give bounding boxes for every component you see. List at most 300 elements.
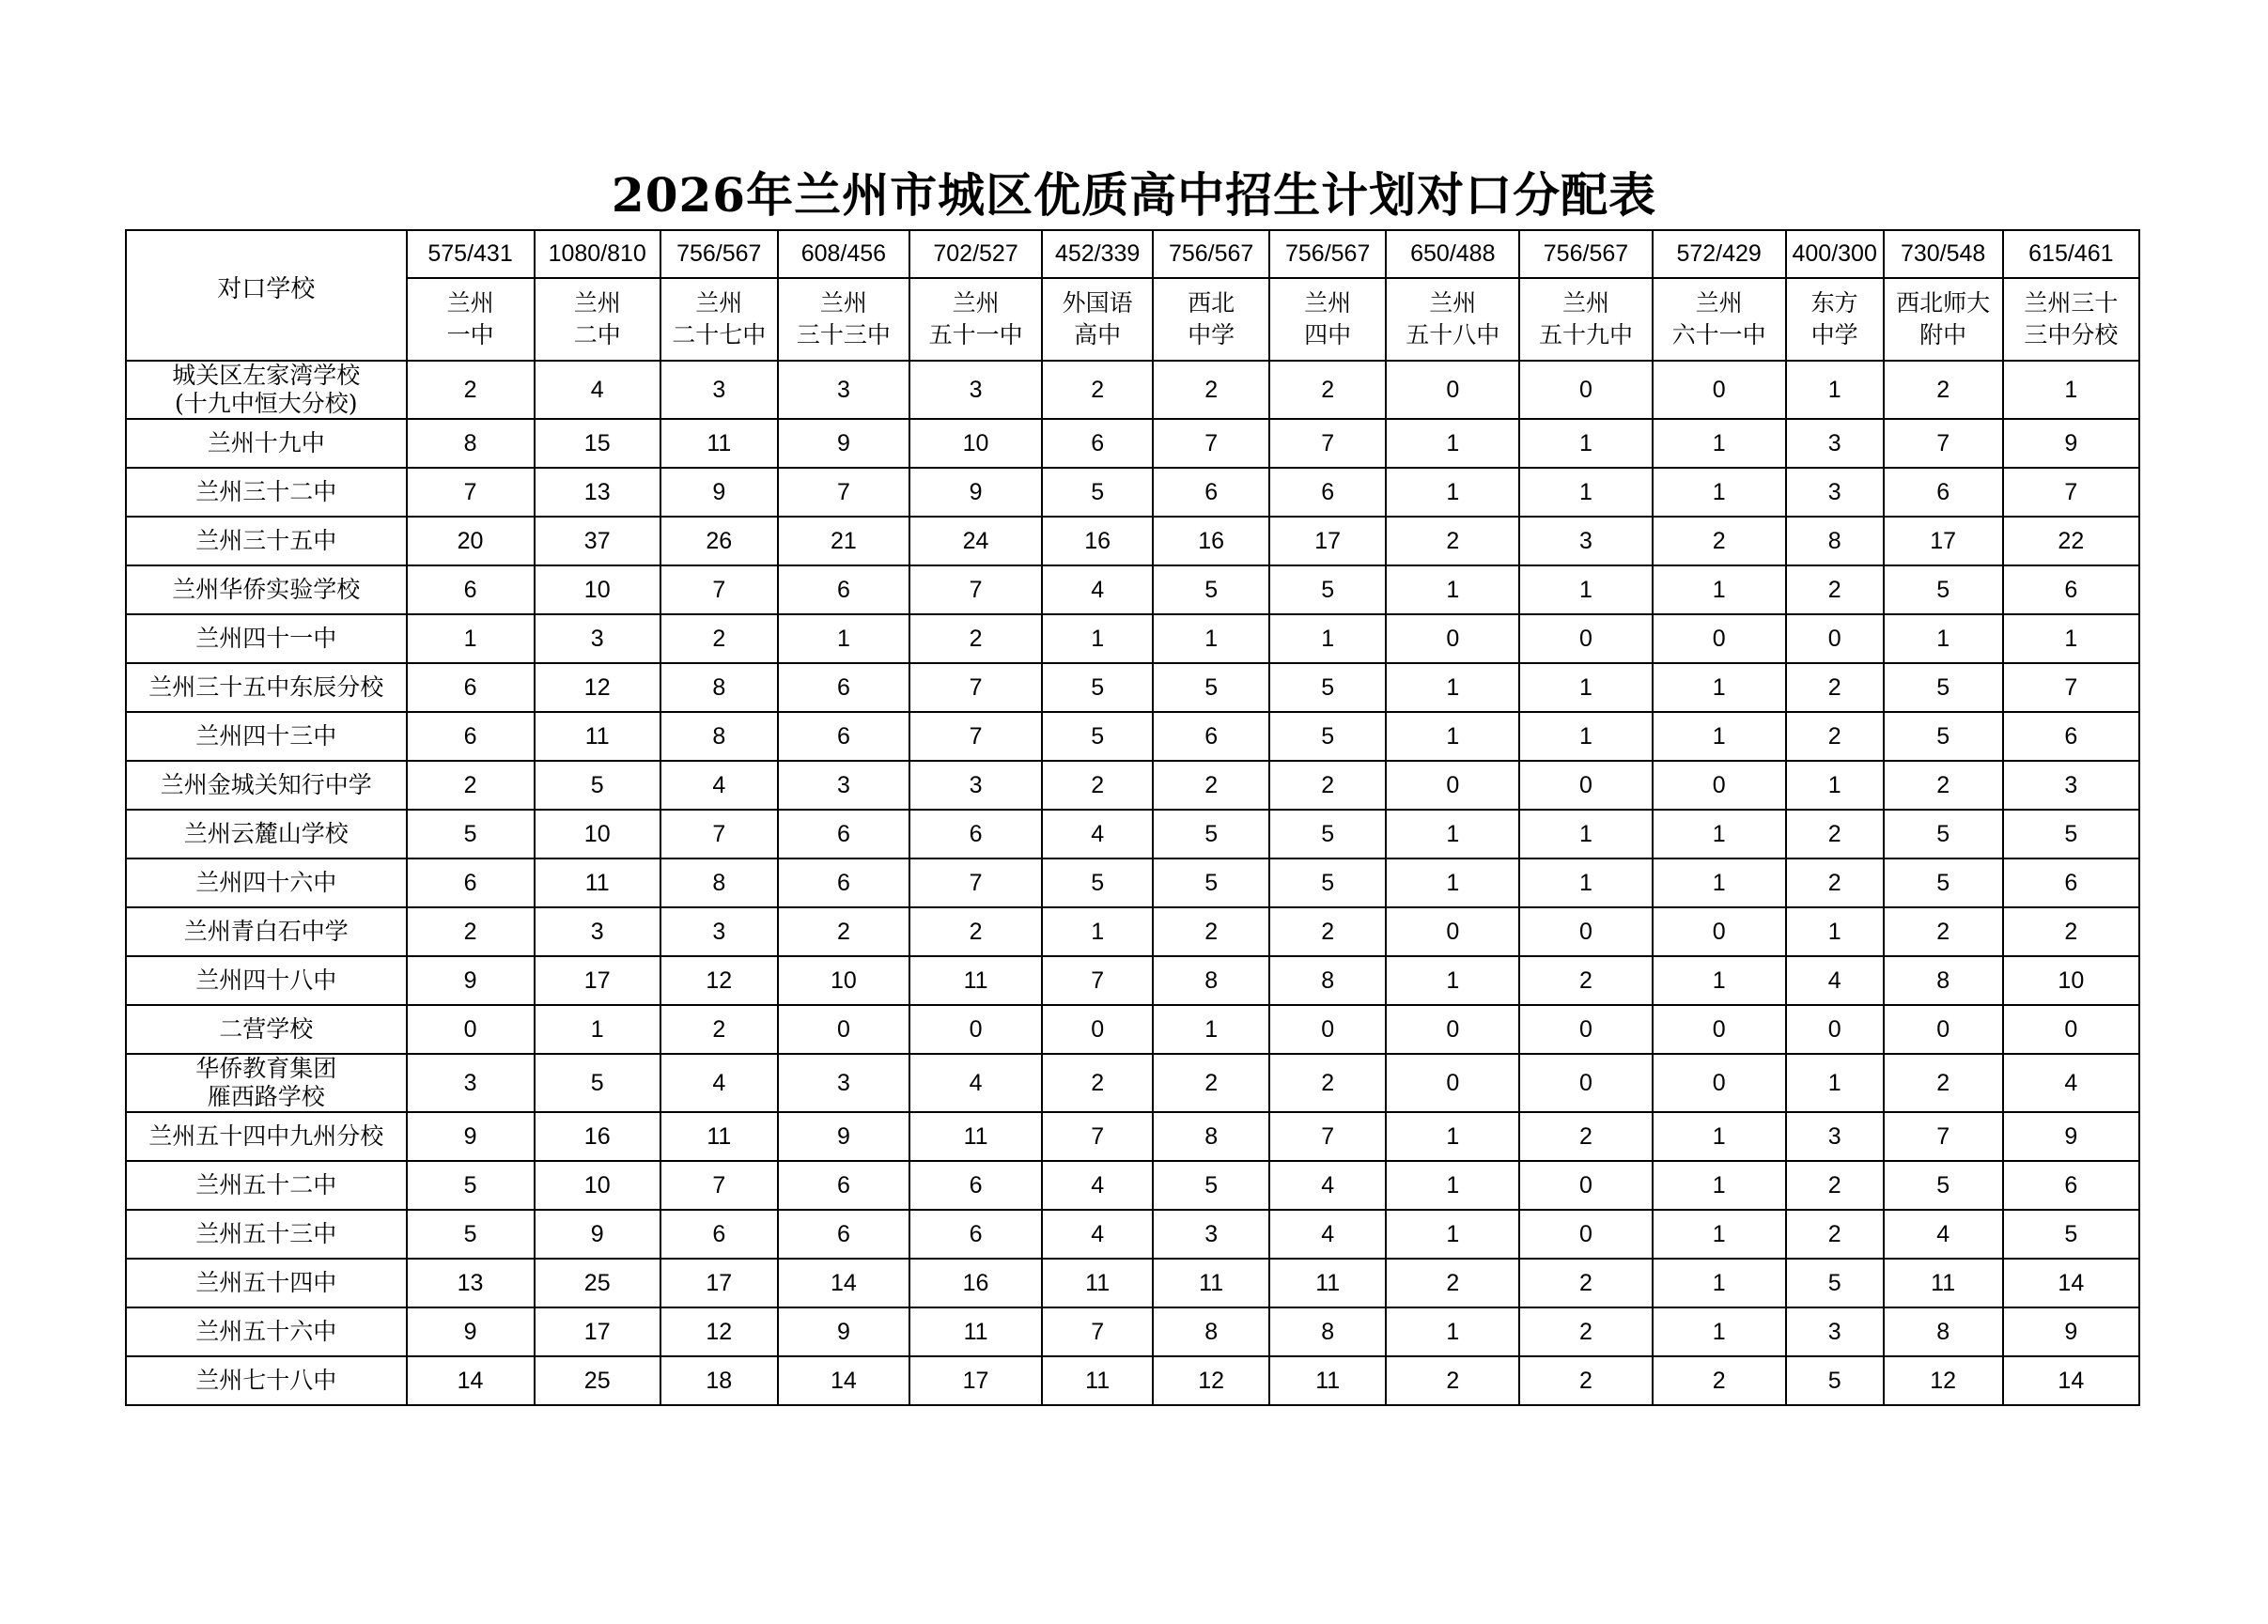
table-cell: 2 bbox=[1386, 1356, 1519, 1405]
column-school-name bbox=[1653, 278, 1786, 361]
table-cell: 9 bbox=[535, 1210, 660, 1259]
table-cell: 5 bbox=[1153, 1161, 1269, 1210]
table-cell: 2 bbox=[1519, 1112, 1652, 1161]
table-cell: 9 bbox=[2003, 1112, 2139, 1161]
table-cell: 0 bbox=[909, 1005, 1042, 1054]
table-cell: 9 bbox=[778, 1112, 909, 1161]
table-cell: 14 bbox=[778, 1356, 909, 1405]
table-cell: 16 bbox=[535, 1112, 660, 1161]
column-school-name-line: 五十一中 bbox=[928, 321, 1023, 348]
table-cell: 2 bbox=[1786, 810, 1884, 858]
table-cell: 17 bbox=[660, 1259, 778, 1307]
table-cell: 2 bbox=[407, 907, 535, 956]
table-cell: 3 bbox=[909, 361, 1042, 419]
row-school-name-line: 兰州四十一中 bbox=[195, 625, 337, 652]
table-cell: 6 bbox=[660, 1210, 778, 1259]
table-cell: 8 bbox=[1884, 956, 2003, 1005]
table-cell: 0 bbox=[2003, 1005, 2139, 1054]
table-cell: 8 bbox=[660, 858, 778, 907]
table-cell: 2 bbox=[1786, 858, 1884, 907]
column-ratio: 730/548 bbox=[1884, 230, 2003, 278]
corner-header-cell bbox=[126, 230, 407, 361]
table-cell: 11 bbox=[535, 712, 660, 761]
table-cell: 24 bbox=[909, 517, 1042, 565]
table-cell: 9 bbox=[778, 419, 909, 468]
column-ratio: 756/567 bbox=[1269, 230, 1386, 278]
table-cell: 16 bbox=[909, 1259, 1042, 1307]
table-cell: 15 bbox=[535, 419, 660, 468]
table-cell: 2 bbox=[1519, 1307, 1652, 1356]
row-school-name-line: 兰州七十八中 bbox=[195, 1367, 337, 1394]
column-ratio: 572/429 bbox=[1653, 230, 1786, 278]
table-cell: 2 bbox=[1884, 761, 2003, 810]
column-ratio: 608/456 bbox=[778, 230, 909, 278]
table-cell: 10 bbox=[909, 419, 1042, 468]
table-cell: 1 bbox=[1786, 361, 1884, 419]
table-cell: 7 bbox=[660, 565, 778, 614]
table-cell: 11 bbox=[1269, 1356, 1386, 1405]
table-cell: 17 bbox=[909, 1356, 1042, 1405]
column-school-name-line: 三中分校 bbox=[2024, 321, 2119, 348]
table-cell: 3 bbox=[1153, 1210, 1269, 1259]
table-cell: 1 bbox=[1519, 419, 1652, 468]
table-cell: 1 bbox=[1042, 907, 1153, 956]
table-cell: 5 bbox=[1786, 1356, 1884, 1405]
table-cell: 11 bbox=[909, 1307, 1042, 1356]
column-school-name-line: 兰州 bbox=[1304, 289, 1352, 317]
table-cell: 1 bbox=[1653, 956, 1786, 1005]
row-school-name bbox=[126, 712, 407, 761]
table-cell: 0 bbox=[1519, 907, 1652, 956]
table-cell: 8 bbox=[660, 663, 778, 712]
table-cell: 1 bbox=[1653, 712, 1786, 761]
table-cell: 8 bbox=[1786, 517, 1884, 565]
table-cell: 17 bbox=[1884, 517, 2003, 565]
row-school-name-line: 兰州五十四中九州分校 bbox=[148, 1122, 384, 1150]
table-cell: 0 bbox=[1269, 1005, 1386, 1054]
table-cell: 7 bbox=[1042, 1112, 1153, 1161]
column-school-name-line: 高中 bbox=[1074, 321, 1122, 348]
table-cell: 2 bbox=[1519, 956, 1652, 1005]
table-cell: 2 bbox=[407, 361, 535, 419]
table-cell: 2 bbox=[1786, 1161, 1884, 1210]
table-cell: 0 bbox=[407, 1005, 535, 1054]
table-cell: 14 bbox=[2003, 1259, 2139, 1307]
table-cell: 1 bbox=[1519, 810, 1652, 858]
table-cell: 1 bbox=[1786, 761, 1884, 810]
column-school-name-line: 中学 bbox=[1810, 321, 1858, 348]
column-school-name-line: 西北师大 bbox=[1896, 289, 1991, 317]
table-cell: 0 bbox=[1653, 1005, 1786, 1054]
table-row bbox=[126, 565, 2139, 614]
table-cell: 9 bbox=[2003, 1307, 2139, 1356]
table-cell: 11 bbox=[1153, 1259, 1269, 1307]
column-ratio: 702/527 bbox=[909, 230, 1042, 278]
table-cell: 0 bbox=[1519, 1210, 1652, 1259]
table-cell: 3 bbox=[2003, 761, 2139, 810]
table-cell: 6 bbox=[909, 1161, 1042, 1210]
table-cell: 26 bbox=[660, 517, 778, 565]
table-cell: 1 bbox=[1519, 468, 1652, 517]
table-row bbox=[126, 1005, 2139, 1054]
table-cell: 10 bbox=[535, 810, 660, 858]
table-cell: 4 bbox=[1269, 1210, 1386, 1259]
row-school-name-line: 兰州三十二中 bbox=[195, 478, 337, 505]
row-school-name bbox=[126, 614, 407, 663]
table-row bbox=[126, 663, 2139, 712]
table-cell: 0 bbox=[1386, 1005, 1519, 1054]
column-ratio: 400/300 bbox=[1786, 230, 1884, 278]
table-cell: 9 bbox=[778, 1307, 909, 1356]
table-cell: 2 bbox=[407, 761, 535, 810]
row-school-name bbox=[126, 663, 407, 712]
table-cell: 3 bbox=[1786, 1112, 1884, 1161]
table-row bbox=[126, 361, 2139, 419]
table-cell: 1 bbox=[1386, 956, 1519, 1005]
table-cell: 2 bbox=[1153, 1054, 1269, 1112]
row-school-name bbox=[126, 517, 407, 565]
table-cell: 7 bbox=[660, 1161, 778, 1210]
table-cell: 5 bbox=[1269, 565, 1386, 614]
table-cell: 37 bbox=[535, 517, 660, 565]
table-cell: 4 bbox=[1884, 1210, 2003, 1259]
table-cell: 2 bbox=[1153, 361, 1269, 419]
table-cell: 1 bbox=[1386, 468, 1519, 517]
table-cell: 18 bbox=[660, 1356, 778, 1405]
table-row bbox=[126, 1161, 2139, 1210]
table-row bbox=[126, 858, 2139, 907]
table-cell: 3 bbox=[778, 761, 909, 810]
column-school-name-line: 兰州三十 bbox=[2024, 289, 2119, 317]
table-row bbox=[126, 907, 2139, 956]
column-school-name-line: 三十三中 bbox=[796, 321, 891, 348]
table-cell: 6 bbox=[778, 810, 909, 858]
table-cell: 2 bbox=[1386, 517, 1519, 565]
table-cell: 5 bbox=[1042, 663, 1153, 712]
column-school-name bbox=[1042, 278, 1153, 361]
table-cell: 4 bbox=[1042, 1161, 1153, 1210]
table-cell: 1 bbox=[1386, 1112, 1519, 1161]
table-cell: 0 bbox=[1653, 907, 1786, 956]
table-cell: 0 bbox=[778, 1005, 909, 1054]
table-cell: 2 bbox=[1884, 361, 2003, 419]
column-school-name-line: 六十一中 bbox=[1671, 321, 1766, 348]
table-cell: 5 bbox=[535, 761, 660, 810]
table-cell: 9 bbox=[407, 956, 535, 1005]
column-school-name-line: 五十九中 bbox=[1538, 321, 1633, 348]
column-school-name-line: 兰州 bbox=[1561, 289, 1609, 317]
table-cell: 12 bbox=[660, 1307, 778, 1356]
table-cell: 1 bbox=[1153, 1005, 1269, 1054]
column-ratio: 756/567 bbox=[1153, 230, 1269, 278]
table-cell: 6 bbox=[778, 712, 909, 761]
column-school-name bbox=[909, 278, 1042, 361]
table-cell: 5 bbox=[1042, 858, 1153, 907]
row-school-name bbox=[126, 1112, 407, 1161]
table-cell: 6 bbox=[1153, 468, 1269, 517]
table-cell: 6 bbox=[778, 565, 909, 614]
table-cell: 3 bbox=[1786, 1307, 1884, 1356]
table-cell: 2 bbox=[1884, 1054, 2003, 1112]
table-cell: 17 bbox=[535, 956, 660, 1005]
table-row bbox=[126, 614, 2139, 663]
table-cell: 13 bbox=[535, 468, 660, 517]
table-cell: 2 bbox=[660, 614, 778, 663]
table-cell: 5 bbox=[1269, 663, 1386, 712]
row-school-name bbox=[126, 1307, 407, 1356]
column-school-name bbox=[407, 278, 535, 361]
table-cell: 1 bbox=[1519, 565, 1652, 614]
table-cell: 17 bbox=[1269, 517, 1386, 565]
table-row bbox=[126, 1054, 2139, 1112]
table-row bbox=[126, 1112, 2139, 1161]
table-cell: 11 bbox=[1042, 1356, 1153, 1405]
row-school-name-line: 二营学校 bbox=[219, 1015, 314, 1043]
table-cell: 2 bbox=[1786, 1210, 1884, 1259]
table-cell: 3 bbox=[1786, 419, 1884, 468]
table-cell: 7 bbox=[2003, 663, 2139, 712]
column-ratio: 575/431 bbox=[407, 230, 535, 278]
table-cell: 5 bbox=[535, 1054, 660, 1112]
table-cell: 7 bbox=[1884, 419, 2003, 468]
table-cell: 5 bbox=[1153, 858, 1269, 907]
table-cell: 0 bbox=[1653, 1054, 1786, 1112]
table-cell: 6 bbox=[407, 663, 535, 712]
table-cell: 11 bbox=[1042, 1259, 1153, 1307]
table-cell: 2 bbox=[909, 907, 1042, 956]
table-cell: 6 bbox=[778, 1210, 909, 1259]
column-school-name-line: 兰州 bbox=[573, 289, 621, 317]
row-school-name bbox=[126, 761, 407, 810]
table-cell: 2 bbox=[1042, 361, 1153, 419]
table-cell: 8 bbox=[1269, 956, 1386, 1005]
table-cell: 1 bbox=[1653, 1161, 1786, 1210]
table-cell: 16 bbox=[1153, 517, 1269, 565]
column-school-name bbox=[1786, 278, 1884, 361]
table-cell: 14 bbox=[407, 1356, 535, 1405]
column-school-name-line: 东方 bbox=[1810, 289, 1858, 317]
table-cell: 21 bbox=[778, 517, 909, 565]
table-cell: 3 bbox=[407, 1054, 535, 1112]
table-row bbox=[126, 810, 2139, 858]
table-row bbox=[126, 1210, 2139, 1259]
table-cell: 2 bbox=[1653, 1356, 1786, 1405]
table-cell: 7 bbox=[1042, 956, 1153, 1005]
column-school-name-line: 兰州 bbox=[819, 289, 867, 317]
table-cell: 5 bbox=[1153, 565, 1269, 614]
row-school-name bbox=[126, 1210, 407, 1259]
table-cell: 1 bbox=[1386, 810, 1519, 858]
row-school-name-line: 城关区左家湾学校 bbox=[172, 362, 361, 389]
header-name-row bbox=[126, 278, 2139, 361]
table-cell: 2 bbox=[1153, 907, 1269, 956]
table-cell: 5 bbox=[2003, 810, 2139, 858]
row-school-name bbox=[126, 1259, 407, 1307]
table-cell: 7 bbox=[909, 565, 1042, 614]
table-cell: 4 bbox=[660, 761, 778, 810]
table-cell: 0 bbox=[1786, 614, 1884, 663]
table-cell: 1 bbox=[1653, 1307, 1786, 1356]
row-school-name bbox=[126, 1005, 407, 1054]
table-cell: 1 bbox=[1386, 712, 1519, 761]
table-cell: 0 bbox=[1386, 361, 1519, 419]
table-cell: 2 bbox=[1042, 761, 1153, 810]
table-cell: 2 bbox=[1519, 1356, 1652, 1405]
table-cell: 1 bbox=[1653, 1259, 1786, 1307]
table-row bbox=[126, 468, 2139, 517]
column-school-name-line: 一中 bbox=[446, 321, 494, 348]
table-cell: 6 bbox=[2003, 712, 2139, 761]
table-cell: 5 bbox=[1884, 1161, 2003, 1210]
column-school-name-line: 兰州 bbox=[695, 289, 743, 317]
row-school-name-line: 兰州五十二中 bbox=[195, 1171, 337, 1199]
table-cell: 2 bbox=[778, 907, 909, 956]
row-school-name-line: 兰州三十五中 bbox=[195, 527, 337, 554]
table-cell: 4 bbox=[1042, 1210, 1153, 1259]
table-cell: 11 bbox=[909, 956, 1042, 1005]
column-school-name-line: 四中 bbox=[1304, 321, 1352, 348]
allocation-table bbox=[125, 229, 2140, 1406]
column-ratio: 650/488 bbox=[1386, 230, 1519, 278]
table-cell: 9 bbox=[660, 468, 778, 517]
row-school-name bbox=[126, 858, 407, 907]
row-school-name bbox=[126, 810, 407, 858]
table-row bbox=[126, 517, 2139, 565]
table-cell: 7 bbox=[660, 810, 778, 858]
table-cell: 11 bbox=[660, 419, 778, 468]
row-school-name-line: 兰州三十五中东辰分校 bbox=[148, 673, 384, 701]
table-cell: 3 bbox=[1786, 468, 1884, 517]
table-cell: 2 bbox=[660, 1005, 778, 1054]
table-cell: 0 bbox=[1386, 761, 1519, 810]
column-school-name-line: 西北 bbox=[1188, 289, 1235, 317]
table-cell: 10 bbox=[535, 565, 660, 614]
table-cell: 9 bbox=[407, 1307, 535, 1356]
table-cell: 0 bbox=[1786, 1005, 1884, 1054]
table-cell: 9 bbox=[909, 468, 1042, 517]
column-school-name-line: 五十八中 bbox=[1406, 321, 1500, 348]
table-cell: 3 bbox=[778, 361, 909, 419]
table-cell: 1 bbox=[535, 1005, 660, 1054]
table-cell: 5 bbox=[2003, 1210, 2139, 1259]
table-cell: 2 bbox=[1786, 565, 1884, 614]
table-cell: 7 bbox=[1269, 419, 1386, 468]
table-cell: 6 bbox=[909, 1210, 1042, 1259]
column-school-name bbox=[778, 278, 909, 361]
table-cell: 2 bbox=[1884, 907, 2003, 956]
row-school-name-line: 兰州四十六中 bbox=[195, 869, 337, 896]
column-ratio: 1080/810 bbox=[535, 230, 660, 278]
table-cell: 2 bbox=[1786, 663, 1884, 712]
column-ratio: 452/339 bbox=[1042, 230, 1153, 278]
row-school-name bbox=[126, 361, 407, 419]
table-cell: 6 bbox=[407, 858, 535, 907]
table-cell: 2 bbox=[2003, 907, 2139, 956]
table-cell: 1 bbox=[1653, 1210, 1786, 1259]
table-cell: 9 bbox=[407, 1112, 535, 1161]
table-cell: 0 bbox=[1386, 614, 1519, 663]
table-cell: 12 bbox=[1884, 1356, 2003, 1405]
table-cell: 10 bbox=[778, 956, 909, 1005]
table-cell: 2 bbox=[1653, 517, 1786, 565]
column-school-name bbox=[1519, 278, 1652, 361]
table-cell: 2 bbox=[1269, 761, 1386, 810]
table-cell: 5 bbox=[1042, 468, 1153, 517]
table-cell: 1 bbox=[1653, 858, 1786, 907]
row-school-name-line: 兰州五十三中 bbox=[195, 1220, 337, 1247]
table-cell: 3 bbox=[535, 907, 660, 956]
table-cell: 6 bbox=[2003, 1161, 2139, 1210]
table-cell: 1 bbox=[1386, 858, 1519, 907]
table-cell: 7 bbox=[1884, 1112, 2003, 1161]
table-cell: 6 bbox=[2003, 858, 2139, 907]
table-cell: 8 bbox=[1884, 1307, 2003, 1356]
page-title: 2026年兰州市城区优质高中招生计划对口分配表 bbox=[611, 167, 1657, 223]
row-school-name-line: 兰州四十三中 bbox=[195, 722, 337, 750]
table-cell: 10 bbox=[535, 1161, 660, 1210]
table-cell: 8 bbox=[660, 712, 778, 761]
table-cell: 1 bbox=[1153, 614, 1269, 663]
column-school-name-line: 附中 bbox=[1919, 321, 1967, 348]
row-school-name-line: (十九中恒大分校) bbox=[174, 390, 358, 417]
corner-label: 对口学校 bbox=[217, 275, 316, 303]
table-cell: 1 bbox=[1386, 1210, 1519, 1259]
table-cell: 4 bbox=[660, 1054, 778, 1112]
table-cell: 6 bbox=[909, 810, 1042, 858]
table-cell: 2 bbox=[909, 614, 1042, 663]
table-cell: 1 bbox=[2003, 614, 2139, 663]
row-school-name bbox=[126, 907, 407, 956]
table-cell: 6 bbox=[1042, 419, 1153, 468]
table-cell: 1 bbox=[1042, 614, 1153, 663]
table-cell: 5 bbox=[1269, 858, 1386, 907]
column-school-name-line: 兰州 bbox=[952, 289, 1000, 317]
column-school-name-line: 兰州 bbox=[446, 289, 494, 317]
table-cell: 6 bbox=[1884, 468, 2003, 517]
table-cell: 0 bbox=[1653, 361, 1786, 419]
table-cell: 5 bbox=[1153, 663, 1269, 712]
table-row bbox=[126, 712, 2139, 761]
column-ratio: 756/567 bbox=[1519, 230, 1652, 278]
row-school-name bbox=[126, 1054, 407, 1112]
table-cell: 5 bbox=[1884, 712, 2003, 761]
table-cell: 7 bbox=[909, 858, 1042, 907]
table-cell: 1 bbox=[1386, 565, 1519, 614]
table-cell: 2 bbox=[1269, 1054, 1386, 1112]
table-cell: 12 bbox=[1153, 1356, 1269, 1405]
table-cell: 2 bbox=[1269, 907, 1386, 956]
row-school-name bbox=[126, 1356, 407, 1405]
table-cell: 6 bbox=[2003, 565, 2139, 614]
table-cell: 0 bbox=[1386, 1054, 1519, 1112]
table-cell: 1 bbox=[407, 614, 535, 663]
row-school-name-line: 兰州华侨实验学校 bbox=[172, 576, 361, 603]
table-row bbox=[126, 419, 2139, 468]
table-cell: 1 bbox=[1786, 1054, 1884, 1112]
table-cell: 2 bbox=[1519, 1259, 1652, 1307]
table-cell: 10 bbox=[2003, 956, 2139, 1005]
row-school-name-line: 兰州十九中 bbox=[207, 429, 325, 456]
column-school-name bbox=[2003, 278, 2139, 361]
table-cell: 3 bbox=[660, 361, 778, 419]
table-cell: 5 bbox=[407, 810, 535, 858]
table-cell: 6 bbox=[407, 565, 535, 614]
column-school-name-line: 兰州 bbox=[1695, 289, 1743, 317]
table-cell: 1 bbox=[1653, 468, 1786, 517]
table-cell: 5 bbox=[1884, 565, 2003, 614]
table-cell: 0 bbox=[1653, 614, 1786, 663]
table-cell: 11 bbox=[660, 1112, 778, 1161]
